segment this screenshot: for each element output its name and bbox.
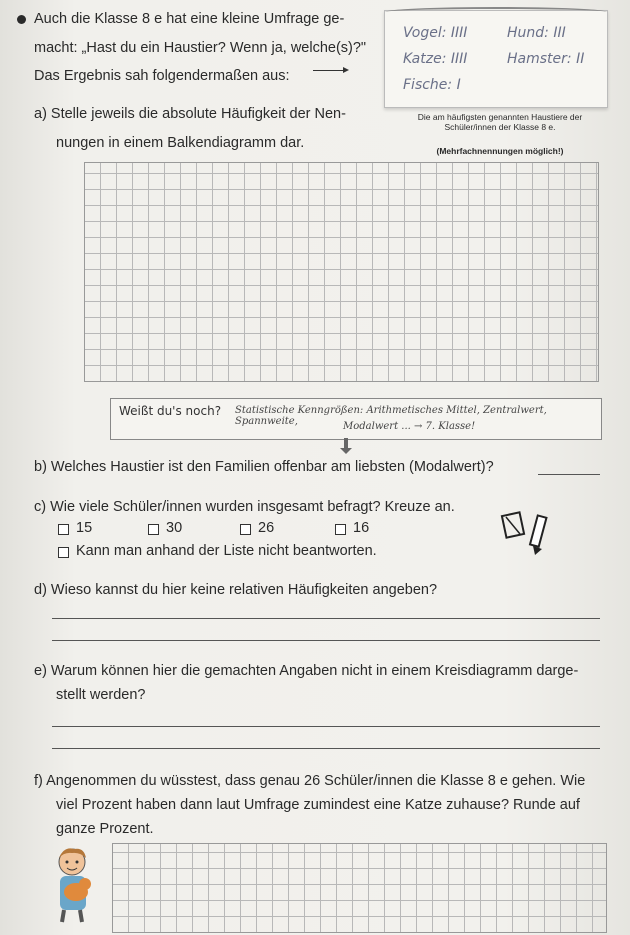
info-heading: Weißt du's noch? <box>119 404 222 418</box>
intro-line-2: macht: „Hast du ein Haustier? Wenn ja, welche(s)?" <box>34 40 367 56</box>
task-a-line-1: a) Stelle jeweils die absolute Häufigkeit der Nen- <box>34 106 346 122</box>
tally-hamster: Hamster: II <box>507 51 585 67</box>
bar-chart-grid[interactable] <box>84 162 599 382</box>
info-box <box>110 398 602 440</box>
option-4-label: 16 <box>353 520 370 536</box>
intro-line-1: Auch die Klasse 8 e hat eine kleine Umfrage ge- <box>34 11 345 27</box>
task-a-line-2: nungen in einem Balkendiagramm dar. <box>56 135 305 151</box>
task-c: c) Wie viele Schüler/innen wurden insgesamt befragt? Kreuze an. <box>34 499 455 515</box>
option-2-label: 30 <box>166 520 183 536</box>
option-3-label: 26 <box>258 520 275 536</box>
arrow-to-note-icon <box>313 70 347 71</box>
tally-hund: Hund: III <box>507 25 566 41</box>
tally-note <box>384 10 608 108</box>
checkbox-option-1[interactable] <box>58 524 69 535</box>
task-d: d) Wieso kannst du hier keine relativen Häufigkeiten angeben? <box>34 582 438 598</box>
exercise-bullet <box>17 15 26 24</box>
answer-line-b[interactable] <box>538 474 600 475</box>
answer-line-d-1[interactable] <box>52 618 600 619</box>
calculation-grid[interactable] <box>112 843 607 933</box>
task-b: b) Welches Haustier ist den Familien offenbar am liebsten (Modalwert)? <box>34 459 494 475</box>
task-f-line-1: f) Angenommen du wüsstest, dass genau 26 Schüler/innen die Klasse 8 e gehen. Wie <box>34 773 586 789</box>
task-e-line-2: stellt werden? <box>56 687 146 703</box>
task-f-line-2: viel Prozent haben dann laut Umfrage zumindest eine Katze zuhause? Runde auf <box>56 797 580 813</box>
tally-vogel: Vogel: IIII <box>403 25 468 41</box>
task-f-line-3: ganze Prozent. <box>56 821 154 837</box>
option-1-label: 15 <box>76 520 93 536</box>
checkbox-option-4[interactable] <box>335 524 346 535</box>
tally-fische: Fische: I <box>403 77 461 93</box>
note-curl <box>385 7 607 17</box>
down-arrow-icon <box>344 438 348 450</box>
answer-line-e-2[interactable] <box>52 748 600 749</box>
checkbox-option-2[interactable] <box>148 524 159 535</box>
tally-katze: Katze: IIII <box>403 51 468 67</box>
child-with-cat-icon <box>50 844 100 924</box>
checkbox-option-3[interactable] <box>240 524 251 535</box>
multiple-answers-note: (Mehrfachnennungen möglich!) <box>436 146 564 156</box>
info-text-1: Statistische Kenngrößen: Arithmetisches Mittel, Zentralwert, Spannweite, <box>235 405 547 427</box>
intro-line-3: Das Ergebnis sah folgendermaßen aus: <box>34 68 290 84</box>
note-caption: Die am häufigsten genannten Haustiere der Schüler/innen der Klasse 8 e. <box>417 112 583 133</box>
answer-line-d-2[interactable] <box>52 640 600 641</box>
info-text-2: Modalwert ... → 7. Klasse! <box>343 421 476 432</box>
option-none-label: Kann man anhand der Liste nicht beantworten. <box>76 543 377 559</box>
checkbox-option-none[interactable] <box>58 547 69 558</box>
task-e-line-1: e) Warum können hier die gemachten Angaben nicht in einem Kreisdiagramm darge- <box>34 663 579 679</box>
answer-line-e-1[interactable] <box>52 726 600 727</box>
pencil-ruler-icon <box>498 508 552 558</box>
